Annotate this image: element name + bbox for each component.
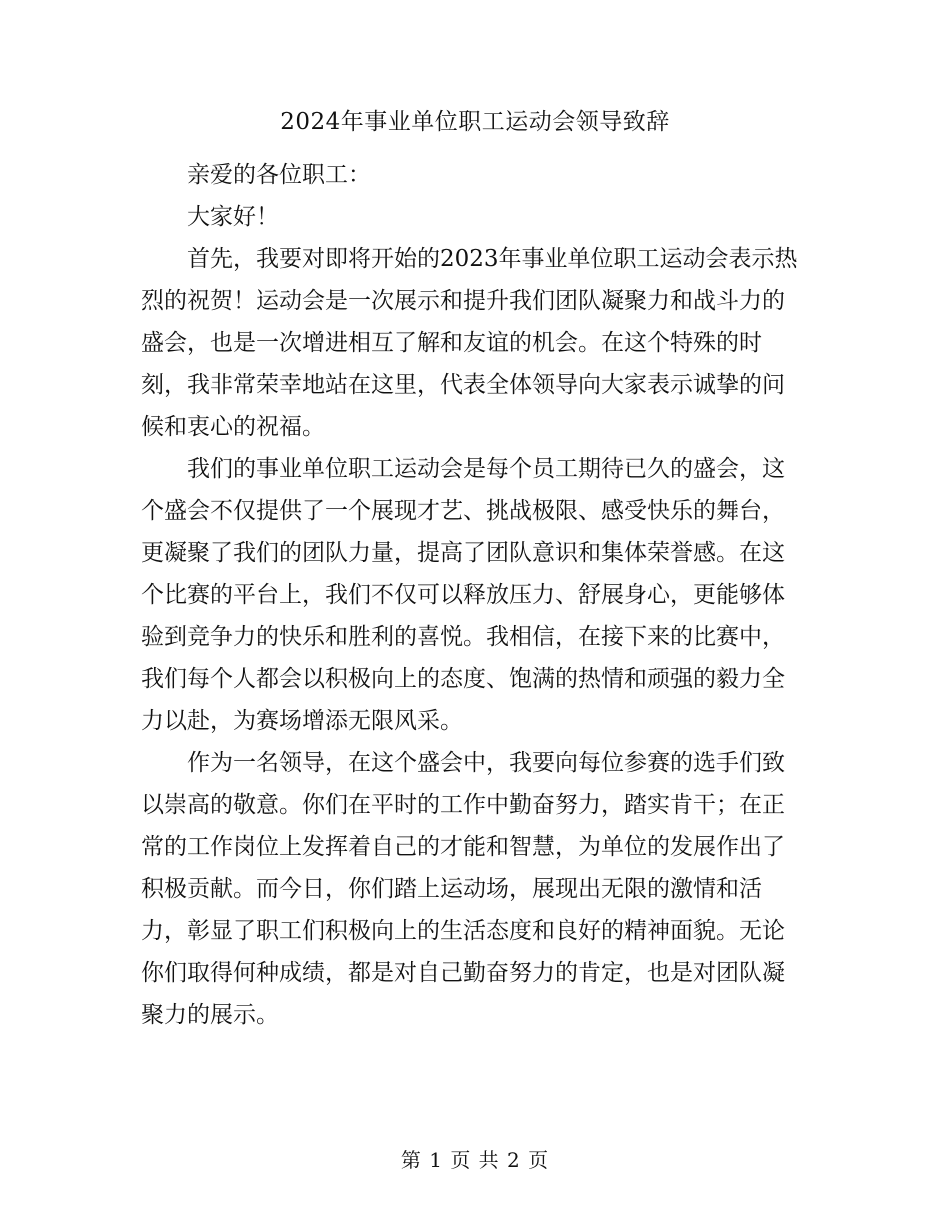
greeting: 大家好！: [187, 204, 279, 230]
document-body: [141, 154, 807, 1036]
paragraph-3: 作为一名领导，在这个盛会中，我要向每位参赛的选手们致以崇高的敬意。你们在平时的工作中勤奋努力，踏实肯干；在正常的工作岗位上发挥着自己的才能和智慧，为单位的发展作出了积极贡献。而今日，你们踏上运动场，展现出无限的激情和活力，彰显了职工们积极向上的生活态度和良好的精神面貌。无论你们取得何种成绩，都是对自己勤奋努力的肯定，也是对团队凝聚力的展示。: [141, 750, 785, 1028]
salutation: 亲爱的各位职工：: [187, 162, 371, 188]
paragraph-1: 首先，我要对即将开始的2023年事业单位职工运动会表示热烈的祝贺！运动会是一次展示和提升我们团队凝聚力和战斗力的盛会，也是一次增进相互了解和友谊的机会。在这个特殊的时刻，我非常荣幸地站在这里，代表全体领导向大家表示诚挚的问候和衷心的祝福。: [141, 246, 798, 440]
document-title: 2024年事业单位职工运动会领导致辞: [280, 109, 670, 135]
paragraph-2: 我们的事业单位职工运动会是每个员工期待已久的盛会，这个盛会不仅提供了一个展现才艺、挑战极限、感受快乐的舞台，更凝聚了我们的团队力量，提高了团队意识和集体荣誉感。在这个比赛的平台上，我们不仅可以释放压力、舒展身心，更能够体验到竞争力的快乐和胜利的喜悦。我相信，在接下来的比赛中，我们每个人都会以积极向上的态度、饱满的热情和顽强的毅力全力以赴，为赛场增添无限风采。: [141, 456, 785, 734]
page-footer: 第 1 页 共 2 页: [400, 1148, 550, 1172]
